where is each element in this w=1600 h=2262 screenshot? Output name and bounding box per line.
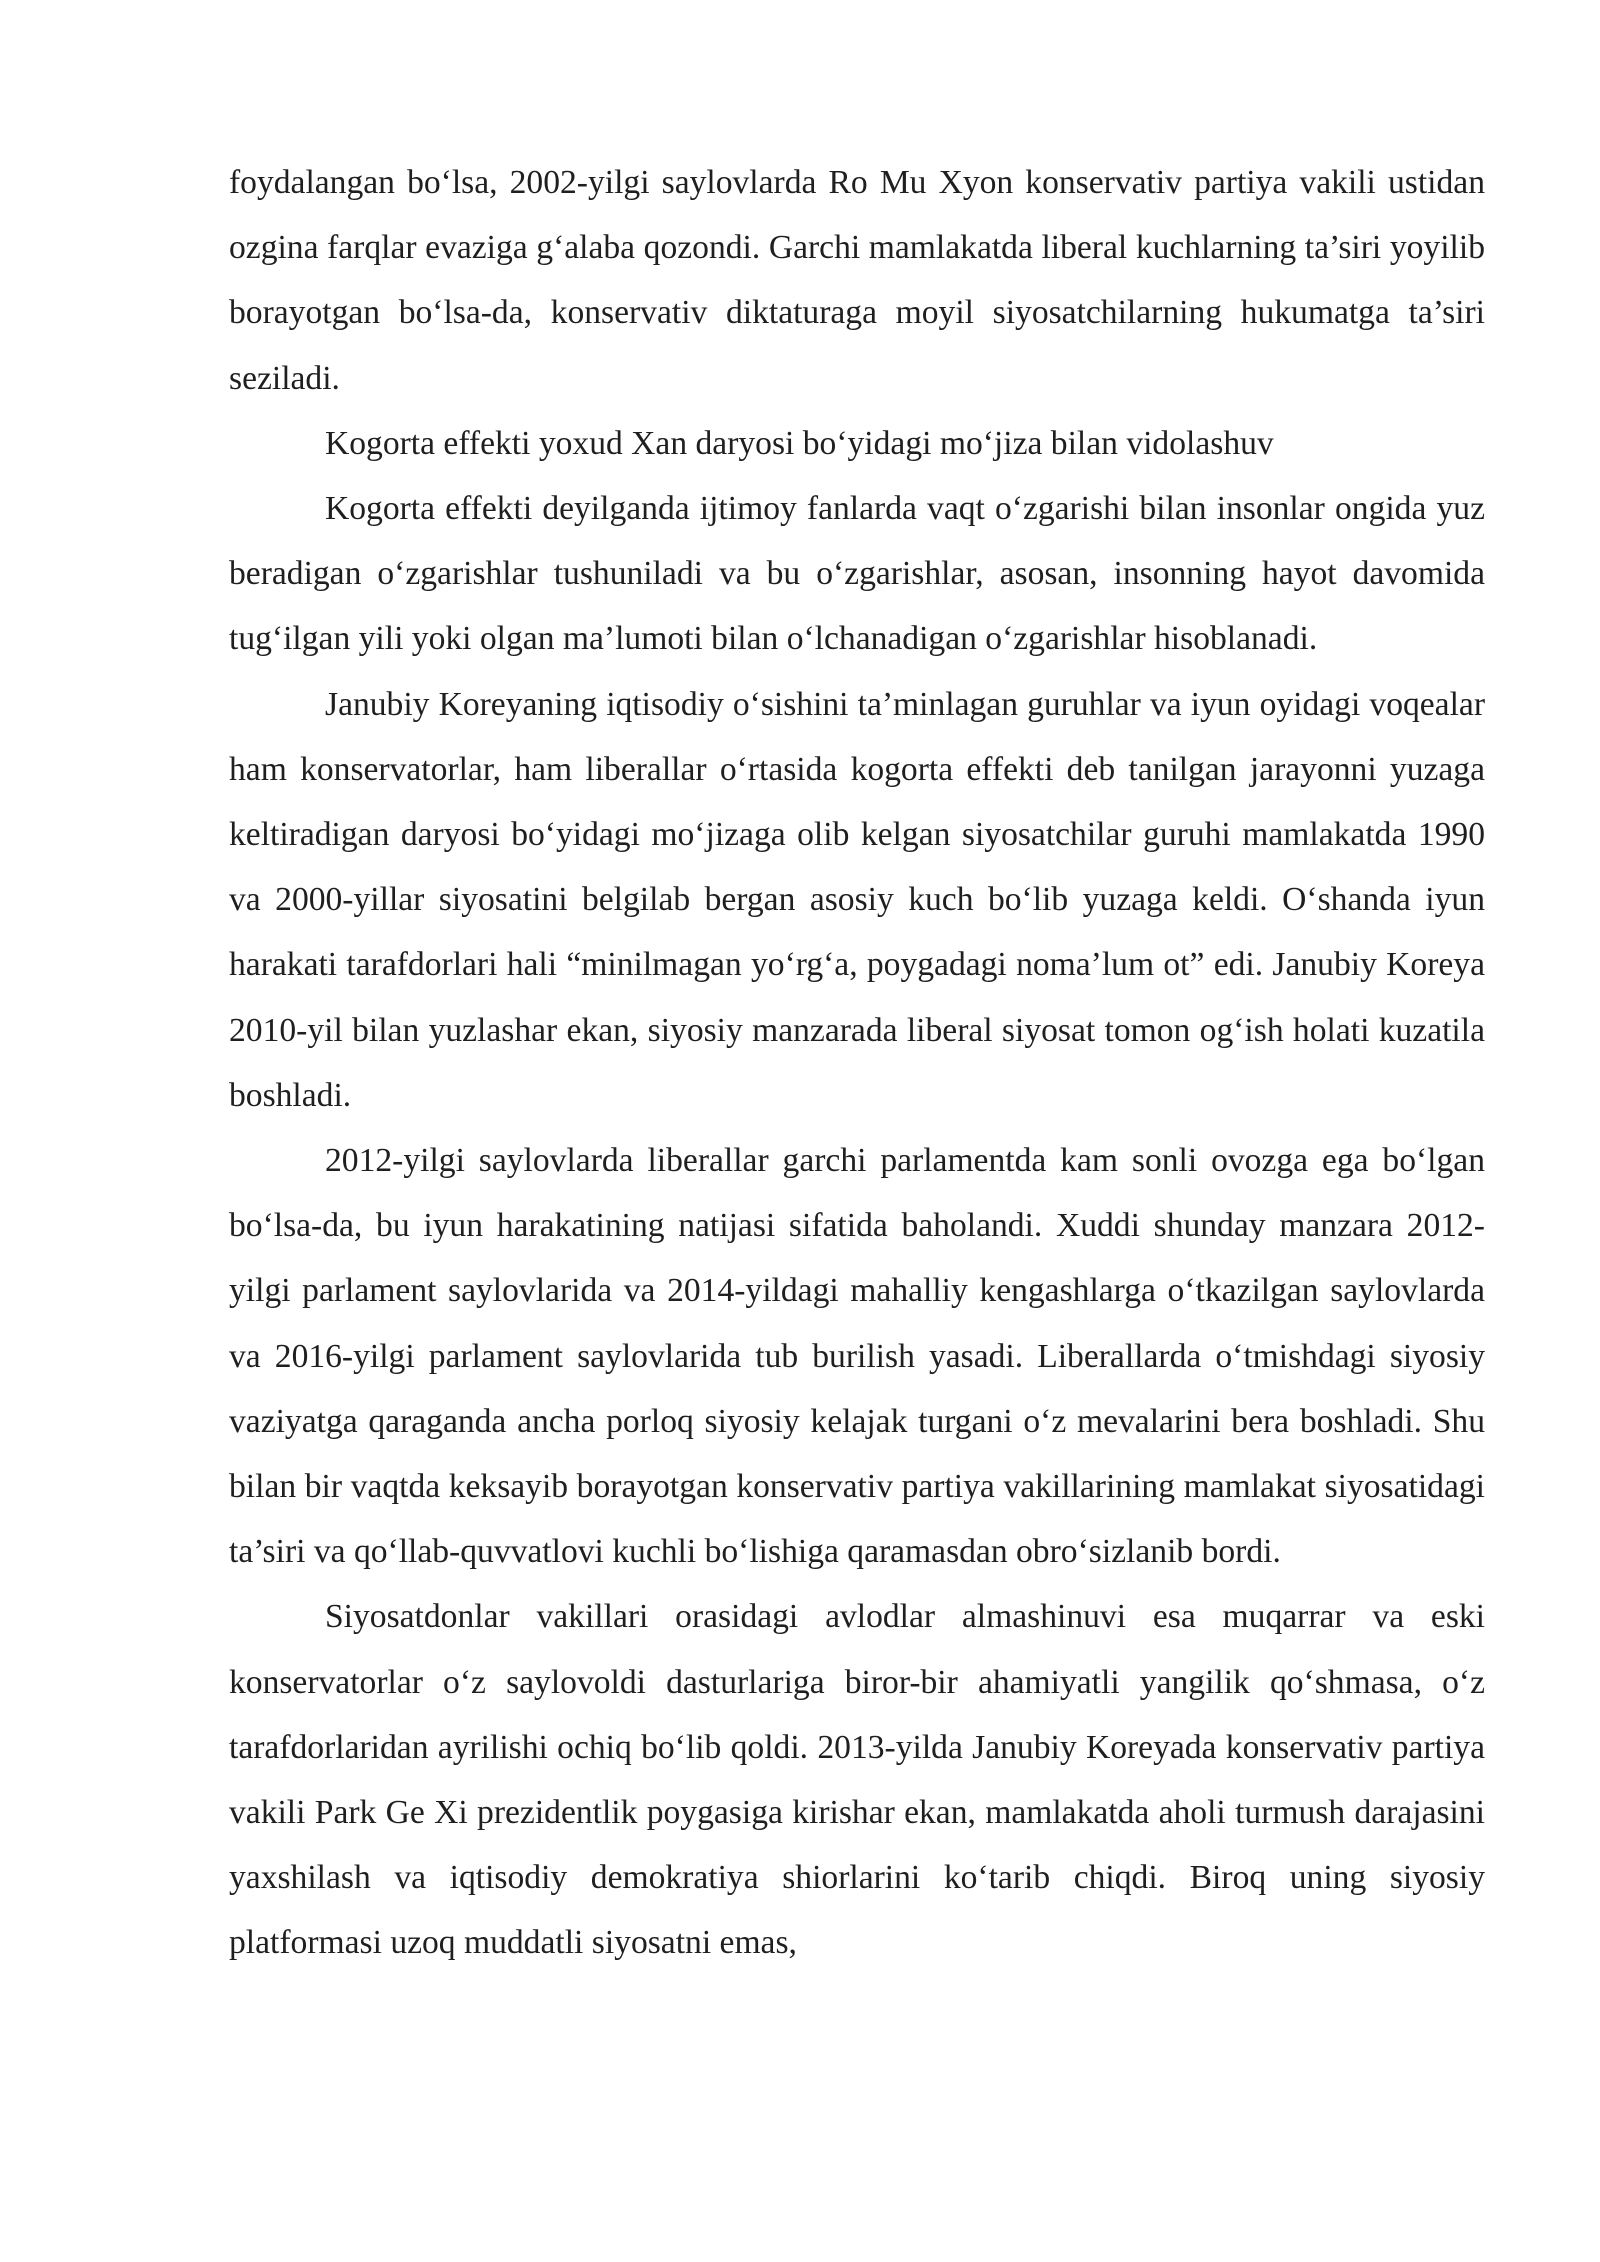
paragraph: Siyosatdonlar vakillari orasidagi avlodlar almashinuvi esa muqarrar va eski konservatorlar o‘z saylovoldi dasturlariga biror-bir ahamiyatli yangilik qo‘shmasa, o‘z tarafdorlaridan ayrilishi ochiq bo‘lib qoldi. 2013-yilda Janubiy Koreyada konservativ partiya vakili Park Ge Xi prezidentlik poygasiga kirishar ekan, mamlakatda aholi turmush darajasini yaxshilash va iqtisodiy demokratiya shiorlarini ko‘tarib chiqdi. Biroq uning siyosiy platformasi uzoq muddatli siyosatni emas, — [229, 1598, 1485, 1962]
paragraph: Kogorta effekti deyilganda ijtimoy fanlarda vaqt o‘zgarishi bilan insonlar ongida yuz beradigan o‘zgarishlar tushuniladi va bu o‘zgarishlar, asosan, insonning hayot davomida tug‘ilgan yili yoki olgan ma’lumoti bilan o‘lchanadigan o‘zgarishlar hisoblanadi. — [229, 490, 1485, 658]
paragraph: 2012-yilgi saylovlarda liberallar garchi parlamentda kam sonli ovozga ega bo‘lgan bo‘lsa-da, bu iyun harakatining natijasi sifatida baholandi. Xuddi shunday manzara 2012-yilgi parlament saylovlarida va 2014-yildagi mahalliy kengashlarga o‘tkazilgan saylovlarda va 2016-yilgi parlament saylovlarida tub burilish yasadi. Liberallarda o‘tmishdagi siyosiy vaziyatga qaraganda ancha porloq siyosiy kelajak turgani o‘z mevalarini bera boshladi. Shu bilan bir vaqtda keksayib borayotgan konservativ partiya vakillarining mamlakat siyosatidagi ta’siri va qo‘llab-quvvatlovi kuchli bo‘lishiga qaramasdan obro‘sizlanib bordi. — [229, 1142, 1485, 1571]
body-text — [229, 150, 1485, 1976]
paragraph-continuation: foydalangan bo‘lsa, 2002-yilgi saylovlarda Ro Mu Xyon konservativ partiya vakili ustidan ozgina farqlar evaziga g‘alaba qozondi. Garchi mamlakatda liberal kuchlarning ta’siri yoyilib borayotgan bo‘lsa-da, konservativ diktaturaga moyil siyosatchilarning hukumatga ta’siri seziladi. — [229, 164, 1485, 397]
paragraph: Janubiy Koreyaning iqtisodiy o‘sishini ta’minlagan guruhlar va iyun oyidagi voqealar ham konservatorlar, ham liberallar o‘rtasida kogorta effekti deb tanilgan jarayonni yuzaga keltiradigan daryosi bo‘yidagi mo‘jizaga olib kelgan siyosatchilar guruhi mamlakatda 1990 va 2000-yillar siyosatini belgilab bergan asosiy kuch bo‘lib yuzaga keldi. O‘shanda iyun harakati tarafdorlari hali “minilmagan yo‘rg‘a, poygadagi noma’lum ot” edi. Janubiy Koreya 2010-yil bilan yuzlashar ekan, siyosiy manzarada liberal siyosat tomon og‘ish holati kuzatila boshladi. — [229, 685, 1485, 1114]
section-heading: Kogorta effekti yoxud Xan daryosi bo‘yidagi mo‘jiza bilan vidolashuv — [325, 424, 1274, 462]
